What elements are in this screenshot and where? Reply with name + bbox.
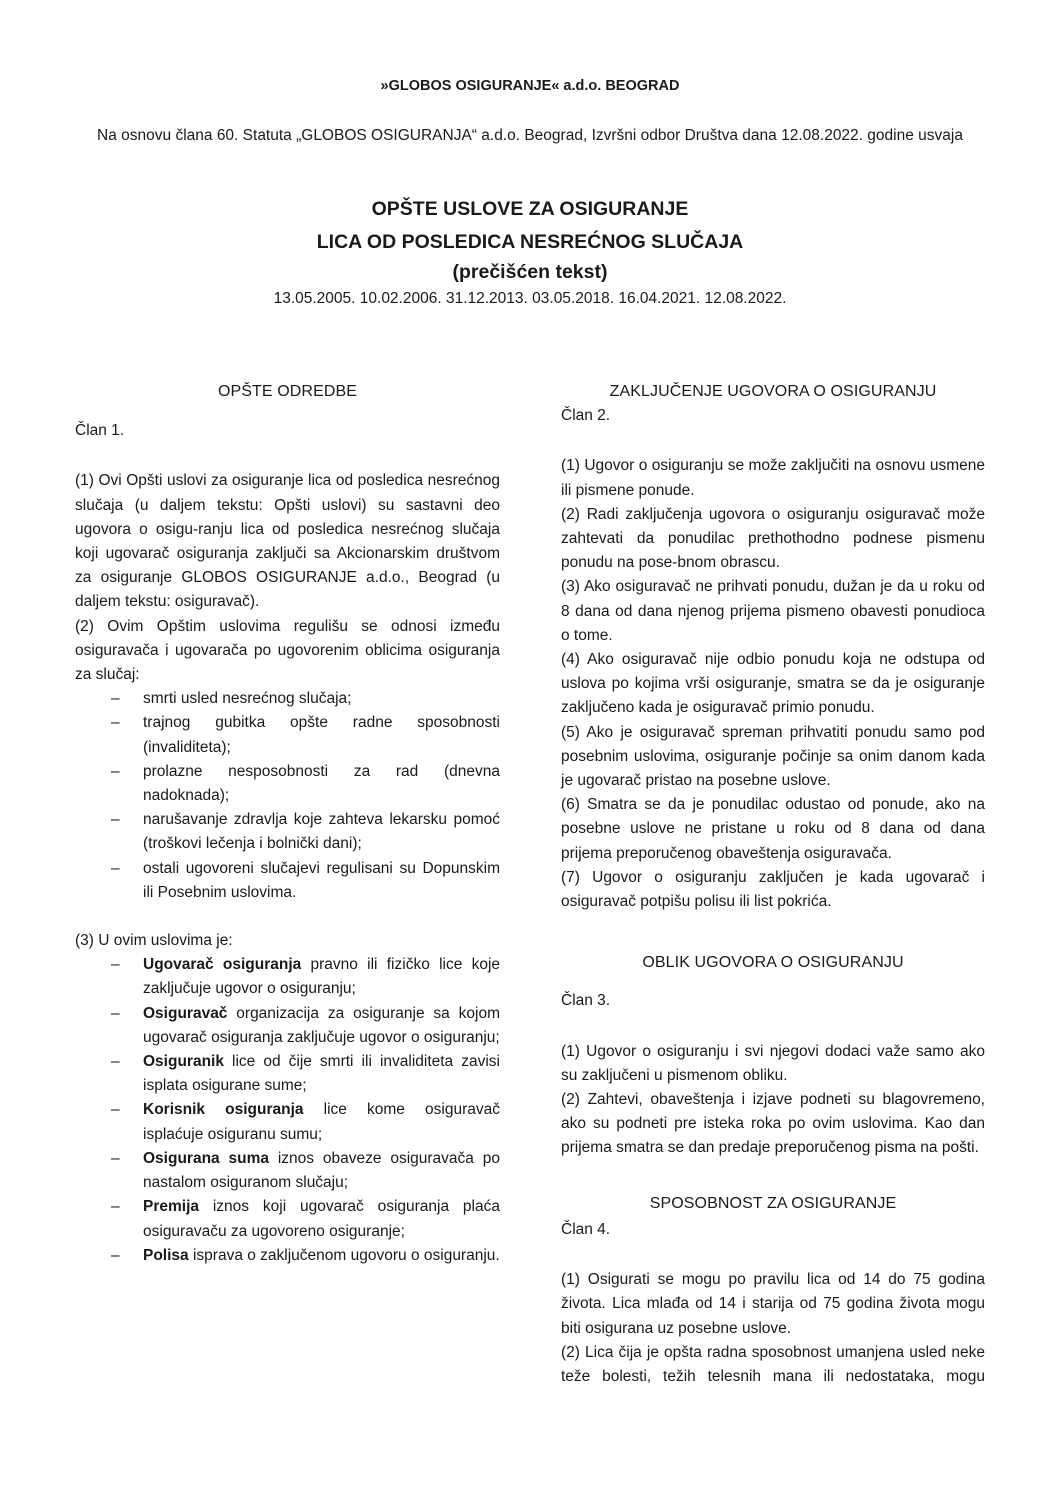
definition-term: Korisnik osiguranja xyxy=(143,1101,304,1119)
definition-text: organizacija za osiguranje sa kojom ugovarač osiguranja zaključuje ugovor o osiguranju; xyxy=(143,1004,500,1046)
definition-item xyxy=(143,1050,500,1098)
definition-term: Polisa xyxy=(143,1246,189,1264)
section-heading-contract-form: OBLIK UGOVORA O OSIGURANJU xyxy=(642,954,904,972)
document-title-line3: (prečišćen tekst) xyxy=(452,261,608,283)
article-2-paragraph: (2) Radi zaključenja ugovora o osiguranju osiguravač može zahtevati da ponudilac prethothodno podnese pismenu ponudu na pose-bnom obrascu. xyxy=(561,505,985,572)
article-2-paragraph: (3) Ako osiguravač ne prihvati ponudu, dužan je da u roku od 8 dana od dana njenog prijema pismeno obavesti ponudioca o tome. xyxy=(561,578,985,644)
definition-item xyxy=(143,1098,500,1146)
definition-text: iznos obaveze osiguravača po nastalom osiguranom slučaju; xyxy=(143,1149,500,1192)
article-4-paragraph: (1) Osigurati se mogu po pravilu lica od 14 do 75 godina života. Lica mlađa od 14 i starija od 75 godina života mogu biti osigurana uz posebne uslove. xyxy=(561,1271,985,1337)
article-1-label: Član 1. xyxy=(75,422,125,440)
definition-term: Premija xyxy=(143,1198,200,1216)
article-2-paragraph: (7) Ugovor o osiguranju zaključen je kada ugovarač i osiguravač potpišu polisu ili list pokrića. xyxy=(561,868,985,911)
definition-item xyxy=(143,1147,500,1195)
company-name: »GLOBOS OSIGURANJE« a.d.o. BEOGRAD xyxy=(380,78,680,94)
section-heading-general-provisions: OPŠTE ODREDBE xyxy=(217,383,358,400)
document-title-line2: LICA OD POSLEDICA NESREĆNOG SLUČAJA xyxy=(316,231,744,253)
article-4-label: Član 4. xyxy=(561,1220,611,1238)
definition-text: pravno ili fizičko lice koje zaključuje ugovor o osiguranju; xyxy=(143,956,501,998)
article-1-paragraph-2: (2) Ovim Opštim uslovima regulišu se odnosi između osiguravača i ugovarača po ugovorenim oblicima osiguranja za slučaj: xyxy=(75,617,500,684)
article-2-paragraph: (6) Smatra se da je ponudilac odustao od ponude, ako na posebne uslove ne pristane u roku od 8 dana od dana prijema preporučenog obaveštenja osiguravača. xyxy=(561,796,985,862)
intro-text: Na osnovu člana 60. Statuta „GLOBOS OSIGURANJA“ a.d.o. Beograd, Izvršni odbor Društva dana 12.08.2022. godine usvaja xyxy=(97,127,963,144)
definition-term: Osigurana suma xyxy=(143,1149,269,1167)
definition-term: Ugovarač osiguranja xyxy=(143,956,302,974)
article-2-paragraph: (1) Ugovor o osiguranju se može zaključiti na osnovu usmene ili pismene ponude. xyxy=(561,457,985,499)
definition-item xyxy=(143,1195,500,1243)
definition-term: Osiguravač xyxy=(143,1004,228,1022)
insured-cases-list xyxy=(75,687,500,905)
article-1-paragraph-1: (1) Ovi Opšti uslovi za osiguranje lica od posledica nesrećnog slučaja (u daljem tekstu: Opšti uslovi) su sastavni deo ugovora o osigu-ranju lica od posledica nesrećnog slučaja koji ugovarač osiguranja zaključi sa Akcionarskim društvom za osiguranje GLOBOS OSIGURANJE a.d.o., Beograd (u daljem tekstu: osiguravač). xyxy=(75,472,500,611)
article-4-paragraph: (2) Lica čija je opšta radna sposobnost umanjena usled neke teže bolesti, težih telesnih mana ili nedostataka, mogu xyxy=(561,1343,985,1385)
list-item: – ostali ugovoreni slučajevi regulisani su Dopunskim ili Posebnim uslovima. xyxy=(143,857,500,905)
definition-term: Osiguranik xyxy=(143,1053,224,1071)
article-1-paragraph-3: (3) U ovim uslovima je: xyxy=(75,932,233,950)
definitions-list xyxy=(75,953,500,1268)
definition-text: lice kome osiguravač isplaćuje osiguranu sumu; xyxy=(143,1101,500,1143)
article-3-body xyxy=(561,1040,985,1161)
article-2-paragraph: (4) Ako osiguravač nije odbio ponudu koja ne odstupa od uslova po kojima vrši osiguranje, smatra se da je osiguranje zaključeno kada je osiguravač primio ponudu. xyxy=(561,651,985,717)
list-item: – trajnog gubitka opšte radne sposobnosti (invaliditeta); xyxy=(143,711,500,759)
article-3-paragraph: (2) Zahtevi, obaveštenja i izjave podneti su blagovremeno, ako su podneti pre isteka roka po ovim uslovima. Kao dan prijema smatra se dan predaje preporučenog pisma na pošti. xyxy=(561,1091,985,1157)
left-column xyxy=(75,380,500,1268)
article-3-paragraph: (1) Ugovor o osiguranju i svi njegovi dodaci važe samo ako su zaključeni u pismenom obliku. xyxy=(561,1042,985,1084)
article-2-label: Član 2. xyxy=(561,407,611,425)
article-4-body xyxy=(561,1268,985,1389)
section-heading-insurability: SPOSOBNOST ZA OSIGURANJE xyxy=(649,1194,897,1212)
document-title-line1: OPŠTE USLOVE ZA OSIGURANJE xyxy=(371,198,689,220)
definition-text: iznos koji ugovarač osiguranja plaća osiguravaču za ugovoreno osiguranje; xyxy=(143,1198,500,1240)
definition-item xyxy=(143,1002,500,1050)
definition-text: lice od čije smrti ili invaliditeta zavisi isplata osigurane sume; xyxy=(143,1053,500,1095)
definition-item xyxy=(143,953,500,1001)
list-item: – smrti usled nesrećnog slučaja; xyxy=(143,687,500,711)
list-item: – prolazne nesposobnosti za rad (dnevna nadoknada); xyxy=(143,760,500,808)
list-item: – narušavanje zdravlja koje zahteva lekarsku pomoć (troškovi lečenja i bolnički dani); xyxy=(143,808,500,856)
article-2-paragraph: (5) Ako je osiguravač spreman prihvatiti ponudu samo pod posebnim uslovima, osiguranje počinje sa onim danom kada je ugovarač pristao na posebne uslove. xyxy=(561,723,985,790)
revision-dates: 13.05.2005. 10.02.2006. 31.12.2013. 03.05.2018. 16.04.2021. 12.08.2022. xyxy=(273,290,787,307)
definition-text: isprava o zaključenom ugovoru o osiguranju. xyxy=(188,1246,500,1264)
section-heading-contract-conclusion: ZAKLJUČENJE UGOVORA O OSIGURANJU xyxy=(609,383,937,400)
right-column xyxy=(561,380,985,1389)
article-2-body xyxy=(561,454,985,914)
article-3-label: Član 3. xyxy=(561,992,611,1010)
definition-item xyxy=(143,1244,500,1268)
